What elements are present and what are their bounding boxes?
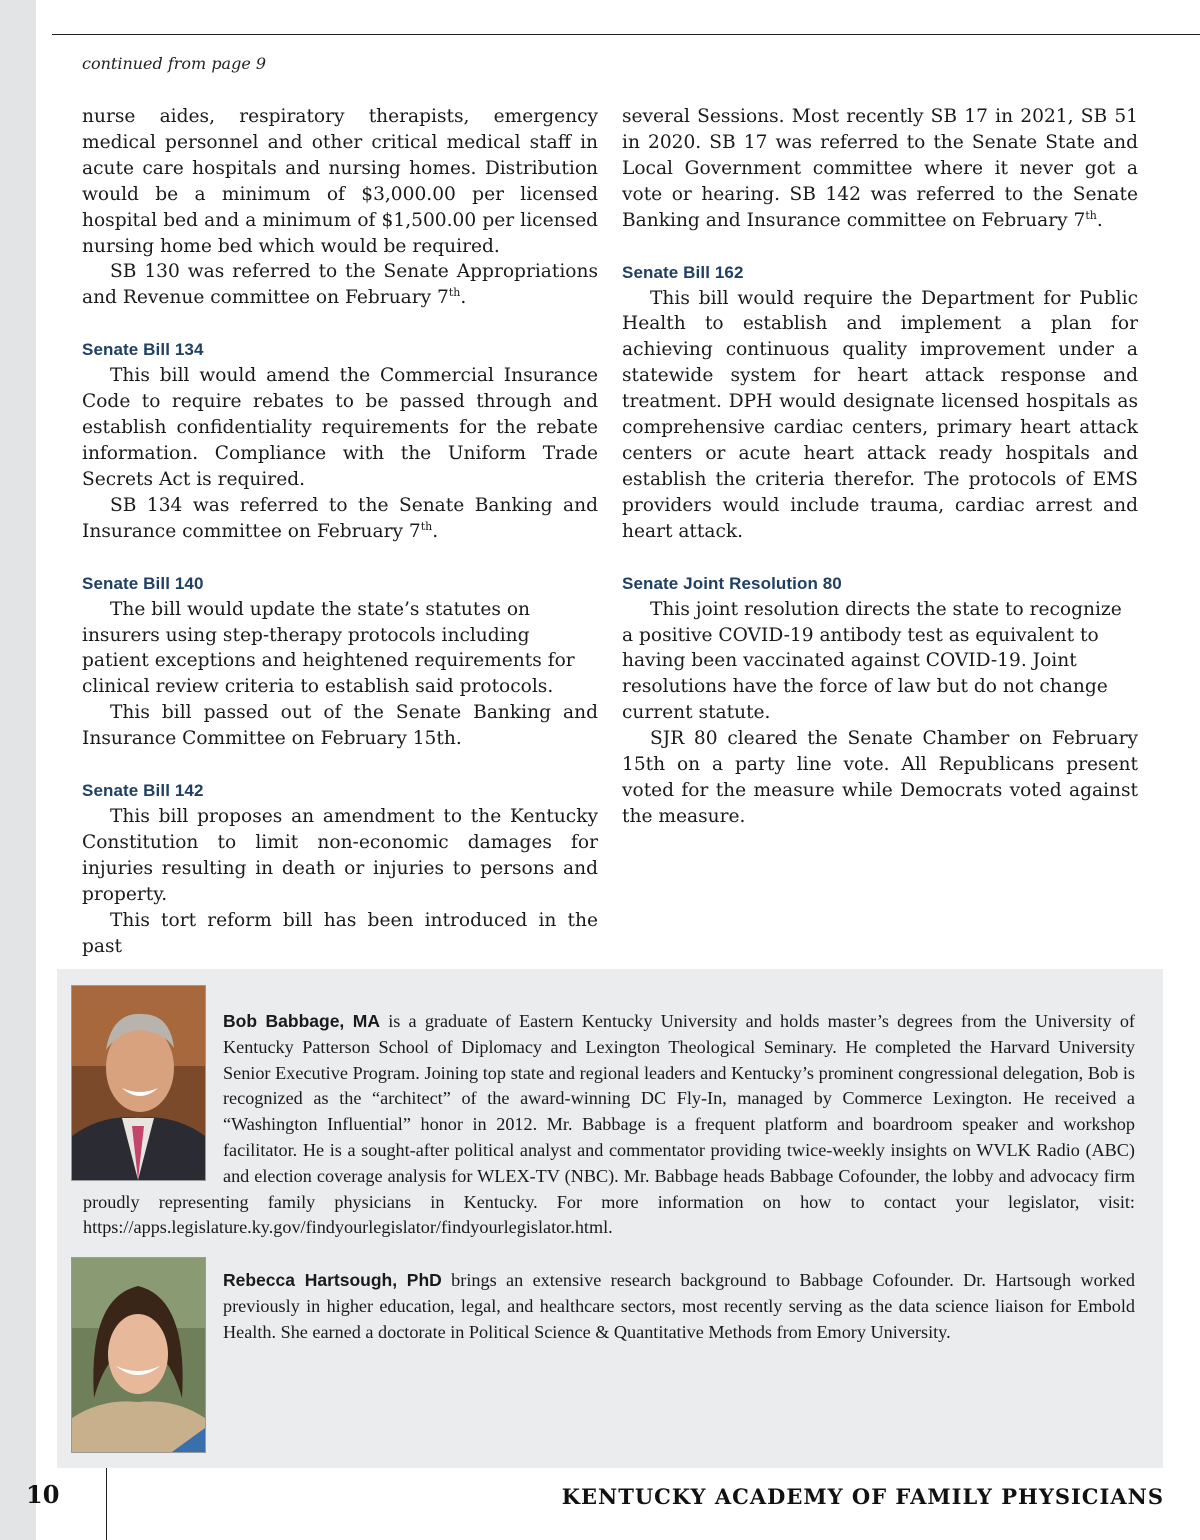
section-heading-sb162: Senate Bill 162 [622, 262, 744, 282]
left-column [82, 104, 598, 959]
section-heading-sjr80: Senate Joint Resolution 80 [622, 573, 842, 593]
footer-organization: KENTUCKY ACADEMY OF FAMILY PHYSICIANS [561, 1484, 1164, 1509]
bob-babbage-bio: Bob Babbage, MA is a graduate of Eastern Kentucky University and holds master’s degrees from the University of Kentucky Patterson School of Diplomacy and Lexington Theological Seminary. He completed the Harvard University Senior Executive Program. Joining top state and regional leaders and Kentucky’s prominent congressional delegation, Bob is recognized as the “architect” of the award-winning DC Fly-In, managed by Commerce Lexington. He received a “Washington Influential” honor in 2012. Mr. Babbage is a frequent platform and boardroom speaker and workshop facilitator. He is a sought-after political analyst and commentator providing twice-weekly insights on WVLK Radio (ABC) and election coverage analysis for WLEX-TV (NBC). Mr. Babbage heads Babbage Cofounder, the lobby and advocacy firm proudly representing family physicians in Kentucky. For more information on how to contact your legislator, visit: https://apps.legislature.ky.gov/findyourlegislator/findyourlegislator.html. [83, 1011, 1135, 1238]
paragraph: This bill would require the Department for Public Health to establish and implement a plan for achieving continuous quality improvement under a statewide system for heart attack response and treatment. DPH would designate licensed hospitals as comprehensive cardiac centers, primary heart attack centers or acute heart attack ready hospitals and establish the criteria therefor. The protocols of EMS providers would include trauma, cardiac arrest and heart attack. [622, 287, 1138, 542]
rebecca-hartsough-bio: Rebecca Hartsough, PhD brings an extensive research background to Babbage Cofounder. Dr. Hartsough worked previously in higher education, legal, and healthcare sectors, most recently serving as the data science liaison for Embold Health. She earned a doctorate in Political Science & Quantitative Methods from Emory University. [223, 1270, 1136, 1342]
paragraph: SB 134 was referred to the Senate Banking and Insurance committee on February 7th. [82, 494, 598, 542]
section-heading-sb142: Senate Bill 142 [82, 781, 204, 801]
paragraph: This tort reform bill has been introduced in the past [82, 909, 598, 957]
right-column [622, 104, 1138, 830]
section-heading-sb134: Senate Bill 134 [82, 340, 204, 360]
paragraph: This bill proposes an amendment to the Kentucky Constitution to limit non-economic damages for injuries resulting in death or injuries to persons and property. [82, 806, 598, 905]
page-number: 10 [26, 1480, 60, 1509]
page-edge-strip [0, 0, 36, 1540]
rebecca-hartsough-name: Rebecca Hartsough, PhD [223, 1270, 442, 1290]
footer-divider [106, 1468, 107, 1540]
header-rule [52, 34, 1200, 35]
paragraph: nurse aides, respiratory therapists, emergency medical personnel and other critical medical staff in acute care hospitals and nursing homes. Distribution would be a minimum of $3,000.00 per licensed hospital bed and a minimum of $1,500.00 per licensed nursing home bed which would be required. [82, 106, 598, 257]
author-bios-box [57, 969, 1163, 1468]
paragraph: SJR 80 cleared the Senate Chamber on February 15th on a party line vote. All Republicans present voted for the measure while Democrats voted against the measure. [622, 728, 1138, 827]
paragraph: several Sessions. Most recently SB 17 in 2021, SB 51 in 2020. SB 17 was referred to the Senate State and Local Government committee where it never got a vote or hearing. SB 142 was referred to the Senate Banking and Insurance committee on February 7th. [622, 106, 1138, 231]
bob-babbage-name: Bob Babbage, MA [223, 1011, 381, 1031]
paragraph: This bill would amend the Commercial Insurance Code to require rebates to be passed through and establish confidentiality requirements for the rebate information. Compliance with the Uniform Trade Secrets Act is required. [82, 365, 598, 490]
paragraph: The bill would update the state’s statutes on insurers using step-therapy protocols including patient exceptions and heightened requirements for clinical review criteria to establish said protocols. [82, 598, 575, 698]
paragraph: This joint resolution directs the state to recognize a positive COVID-19 antibody test as equivalent to having been vaccinated against COVID-19. Joint resolutions have the force of law but do not change current statute. [622, 598, 1122, 724]
paragraph: This bill passed out of the Senate Banking and Insurance Committee on February 15th. [82, 702, 598, 750]
section-heading-sb140: Senate Bill 140 [82, 573, 204, 593]
continued-note: continued from page 9 [82, 54, 267, 73]
paragraph: SB 130 was referred to the Senate Appropriations and Revenue committee on February 7th. [82, 261, 598, 309]
